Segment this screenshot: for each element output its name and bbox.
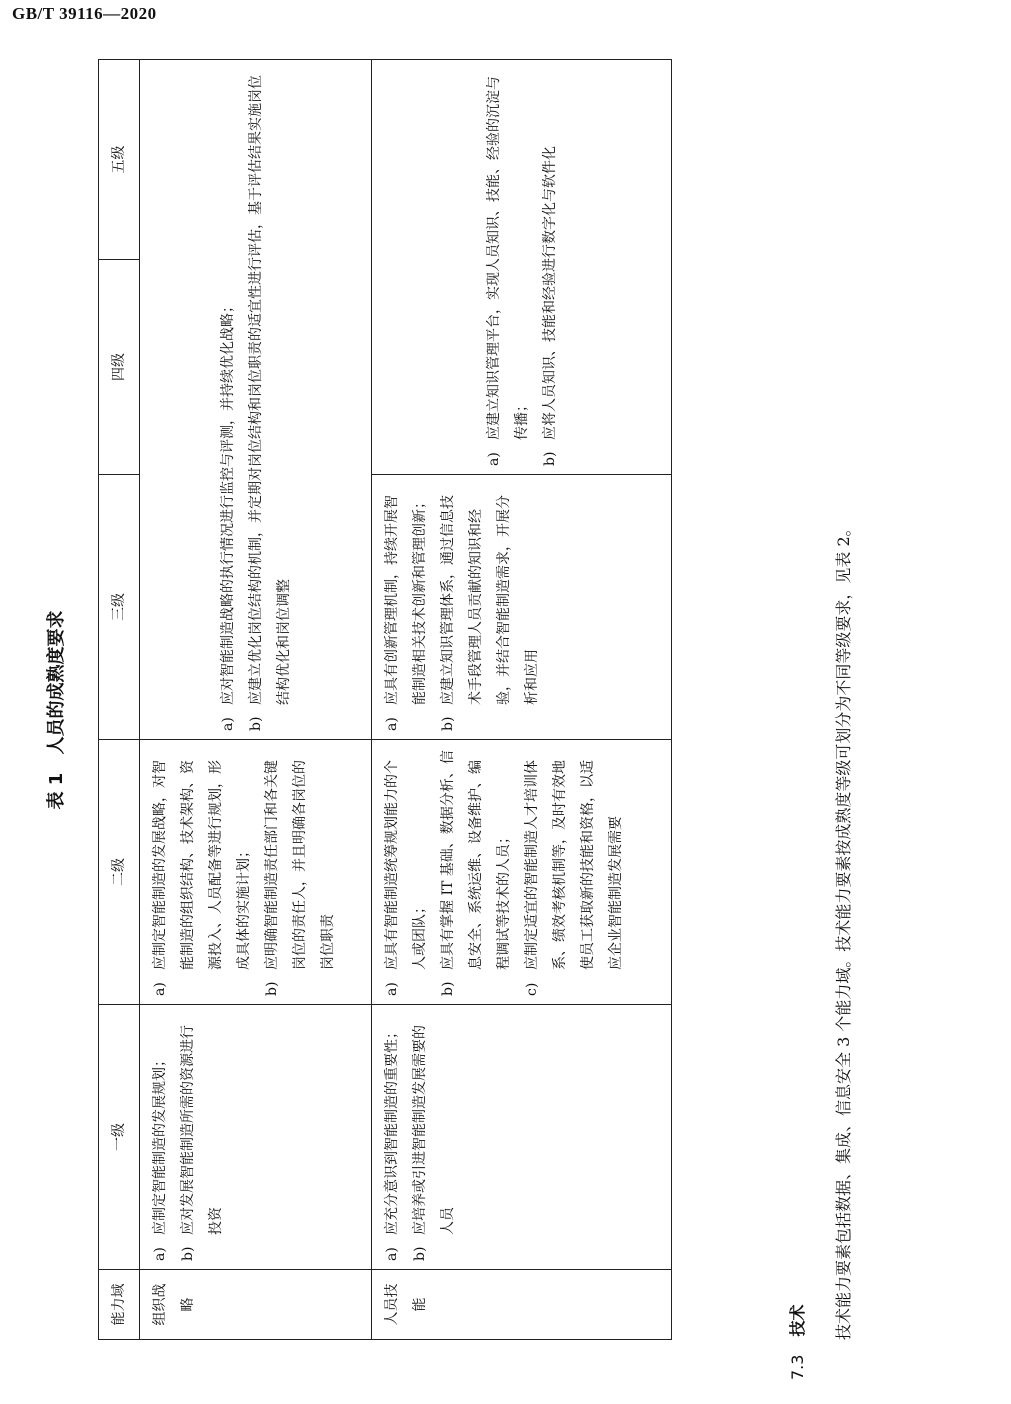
list-item: b) 应培养或引进智能制造发展需要的人员	[412, 1025, 456, 1261]
section-number: 7.3	[788, 1354, 807, 1380]
list-item: b) 应建立知识管理体系，通过信息技术手段管理人员贡献的知识和经验，并结合智能制造需求，开展分析和应用	[440, 495, 540, 731]
table-title: 人员的成熟度要求	[46, 610, 67, 755]
cell-staff-level4-5	[372, 60, 672, 475]
cell-staff-level1	[372, 1005, 672, 1270]
header-level3: 三级	[99, 475, 140, 740]
list-item: a) 应具有智能制造统筹规划能力的个人或团队；	[384, 760, 428, 996]
domain-staff-skills: 人员技能	[372, 1270, 672, 1340]
list-item: b) 应明确智能制造责任部门和各关键岗位的责任人，并且明确各岗位的岗位职责	[264, 760, 336, 996]
header-level1: 一级	[99, 1005, 140, 1270]
list-item: b) 应建立优化岗位结构的机制，并定期对岗位结构和岗位职责的适宜性进行评估，基于评估结果实施岗位结构优化和岗位调整	[247, 75, 292, 731]
table-row-org-strategy	[140, 60, 372, 1340]
domain-org-strategy: 组织战略	[140, 1270, 372, 1340]
list-item: a) 应具有创新管理机制，持续开展智能制造相关技术创新和管理创新；	[384, 495, 428, 731]
maturity-requirements-table	[98, 59, 672, 1340]
list-item: c) 应制定适宜的智能制造人才培训体系、绩效考核机制等，及时有效地使员工获取新的技能和资格，以适应企业智能制造发展需要	[524, 760, 624, 996]
table-header-row	[99, 60, 140, 1340]
list-item: a) 应建立知识管理平台，实现人员知识、技能、经验的沉淀与传播；	[485, 76, 530, 466]
list-item: a) 应制定智能制造的发展战略，对智能制造的组织结构、技术架构、资源投入、人员配备等进行规划，形成具体的实施计划；	[152, 760, 252, 996]
body-paragraph: 技术能力要素包括数据、集成、信息安全 3 个能力域。技术能力要素按成熟度等级可划分为不同等级要求，见表 2。	[834, 520, 853, 1340]
header-level5: 五级	[99, 60, 140, 260]
rotated-page-content	[10, 40, 1000, 1380]
list-item: b) 应具有掌握 IT 基础、数据分析、信息安全、系统运维、设备维护、编程调试等技术的人员；	[440, 750, 512, 996]
cell-staff-level2	[372, 740, 672, 1005]
table-row-staff-skills	[372, 60, 672, 1340]
table-label: 表 1	[46, 772, 67, 810]
cell-org-level2	[140, 740, 372, 1005]
list-item: b) 应将人员知识、技能和经验进行数字化与软件化	[541, 146, 558, 466]
header-level2: 二级	[99, 740, 140, 1005]
table-caption	[42, 40, 68, 1380]
list-item: a) 应对智能制造战略的执行情况进行监控与评测，并持续优化战略；	[219, 299, 236, 731]
cell-org-level3-5	[140, 60, 372, 740]
cell-org-level1	[140, 1005, 372, 1270]
cell-staff-level3	[372, 475, 672, 740]
section-heading	[785, 1305, 808, 1380]
section-title: 技术	[788, 1304, 807, 1337]
list-item: a) 应充分意识到智能制造的重要性；	[384, 1025, 400, 1261]
standard-number: GB/T 39116—2020	[12, 4, 157, 23]
list-item: b) 应对发展智能制造所需的资源进行投资	[180, 1025, 224, 1261]
header-domain: 能力域	[99, 1270, 140, 1340]
header-level4: 四级	[99, 260, 140, 475]
list-item: a) 应制定智能制造的发展规划；	[152, 1053, 168, 1261]
